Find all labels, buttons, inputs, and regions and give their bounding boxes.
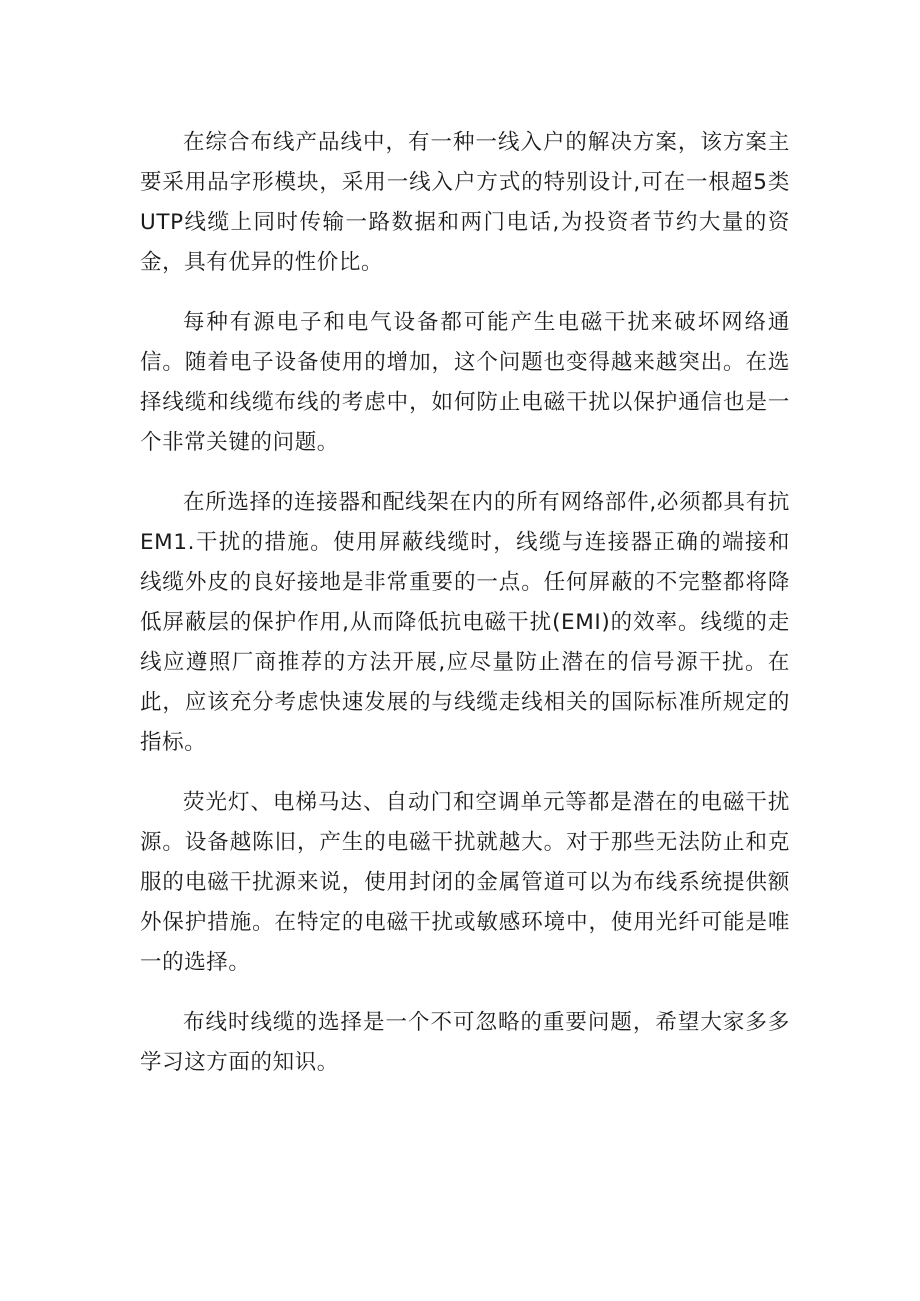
paragraph-2: 每种有源电子和电气设备都可能产生电磁干扰来破坏网络通信。随着电子设备使用的增加，这个问题也变得越来越突出。在选择线缆和线缆布线的考虑中，如何防止电磁干扰以保护通信也是一个非常关键的问题。 [140, 310, 790, 455]
paragraph-5: 布线时线缆的选择是一个不可忽略的重要问题，希望大家多多学习这方面的知识。 [140, 1010, 790, 1075]
document-body [140, 123, 790, 1103]
paragraph-3: 在所选择的连接器和配线架在内的所有网络部件,必须都具有抗EM1.干扰的措施。使用屏蔽线缆时，线缆与连接器正确的端接和线缆外皮的良好接地是非常重要的一点。任何屏蔽的不完整都将降低屏蔽层的保护作用,从而降低抗电磁干扰(EMI)的效率。线缆的走线应遵照厂商推荐的方法开展,应尽量防止潜在的信号源干扰。在此，应该充分考虑快速发展的与线缆走线相关的国际标准所规定的指标。 [140, 490, 790, 755]
paragraph-4: 荧光灯、电梯马达、自动门和空调单元等都是潜在的电磁干扰源。设备越陈旧，产生的电磁干扰就越大。对于那些无法防止和克服的电磁干扰源来说，使用封闭的金属管道可以为布线系统提供额外保护措施。在特定的电磁干扰或敏感环境中，使用光纤可能是唯一的选择。 [140, 790, 790, 975]
paragraph-1: 在综合布线产品线中，有一种一线入户的解决方案，该方案主要采用品字形模块，采用一线入户方式的特别设计,可在一根超5类UTP线缆上同时传输一路数据和两门电话,为投资者节约大量的资金，具有优异的性价比。 [140, 130, 790, 275]
